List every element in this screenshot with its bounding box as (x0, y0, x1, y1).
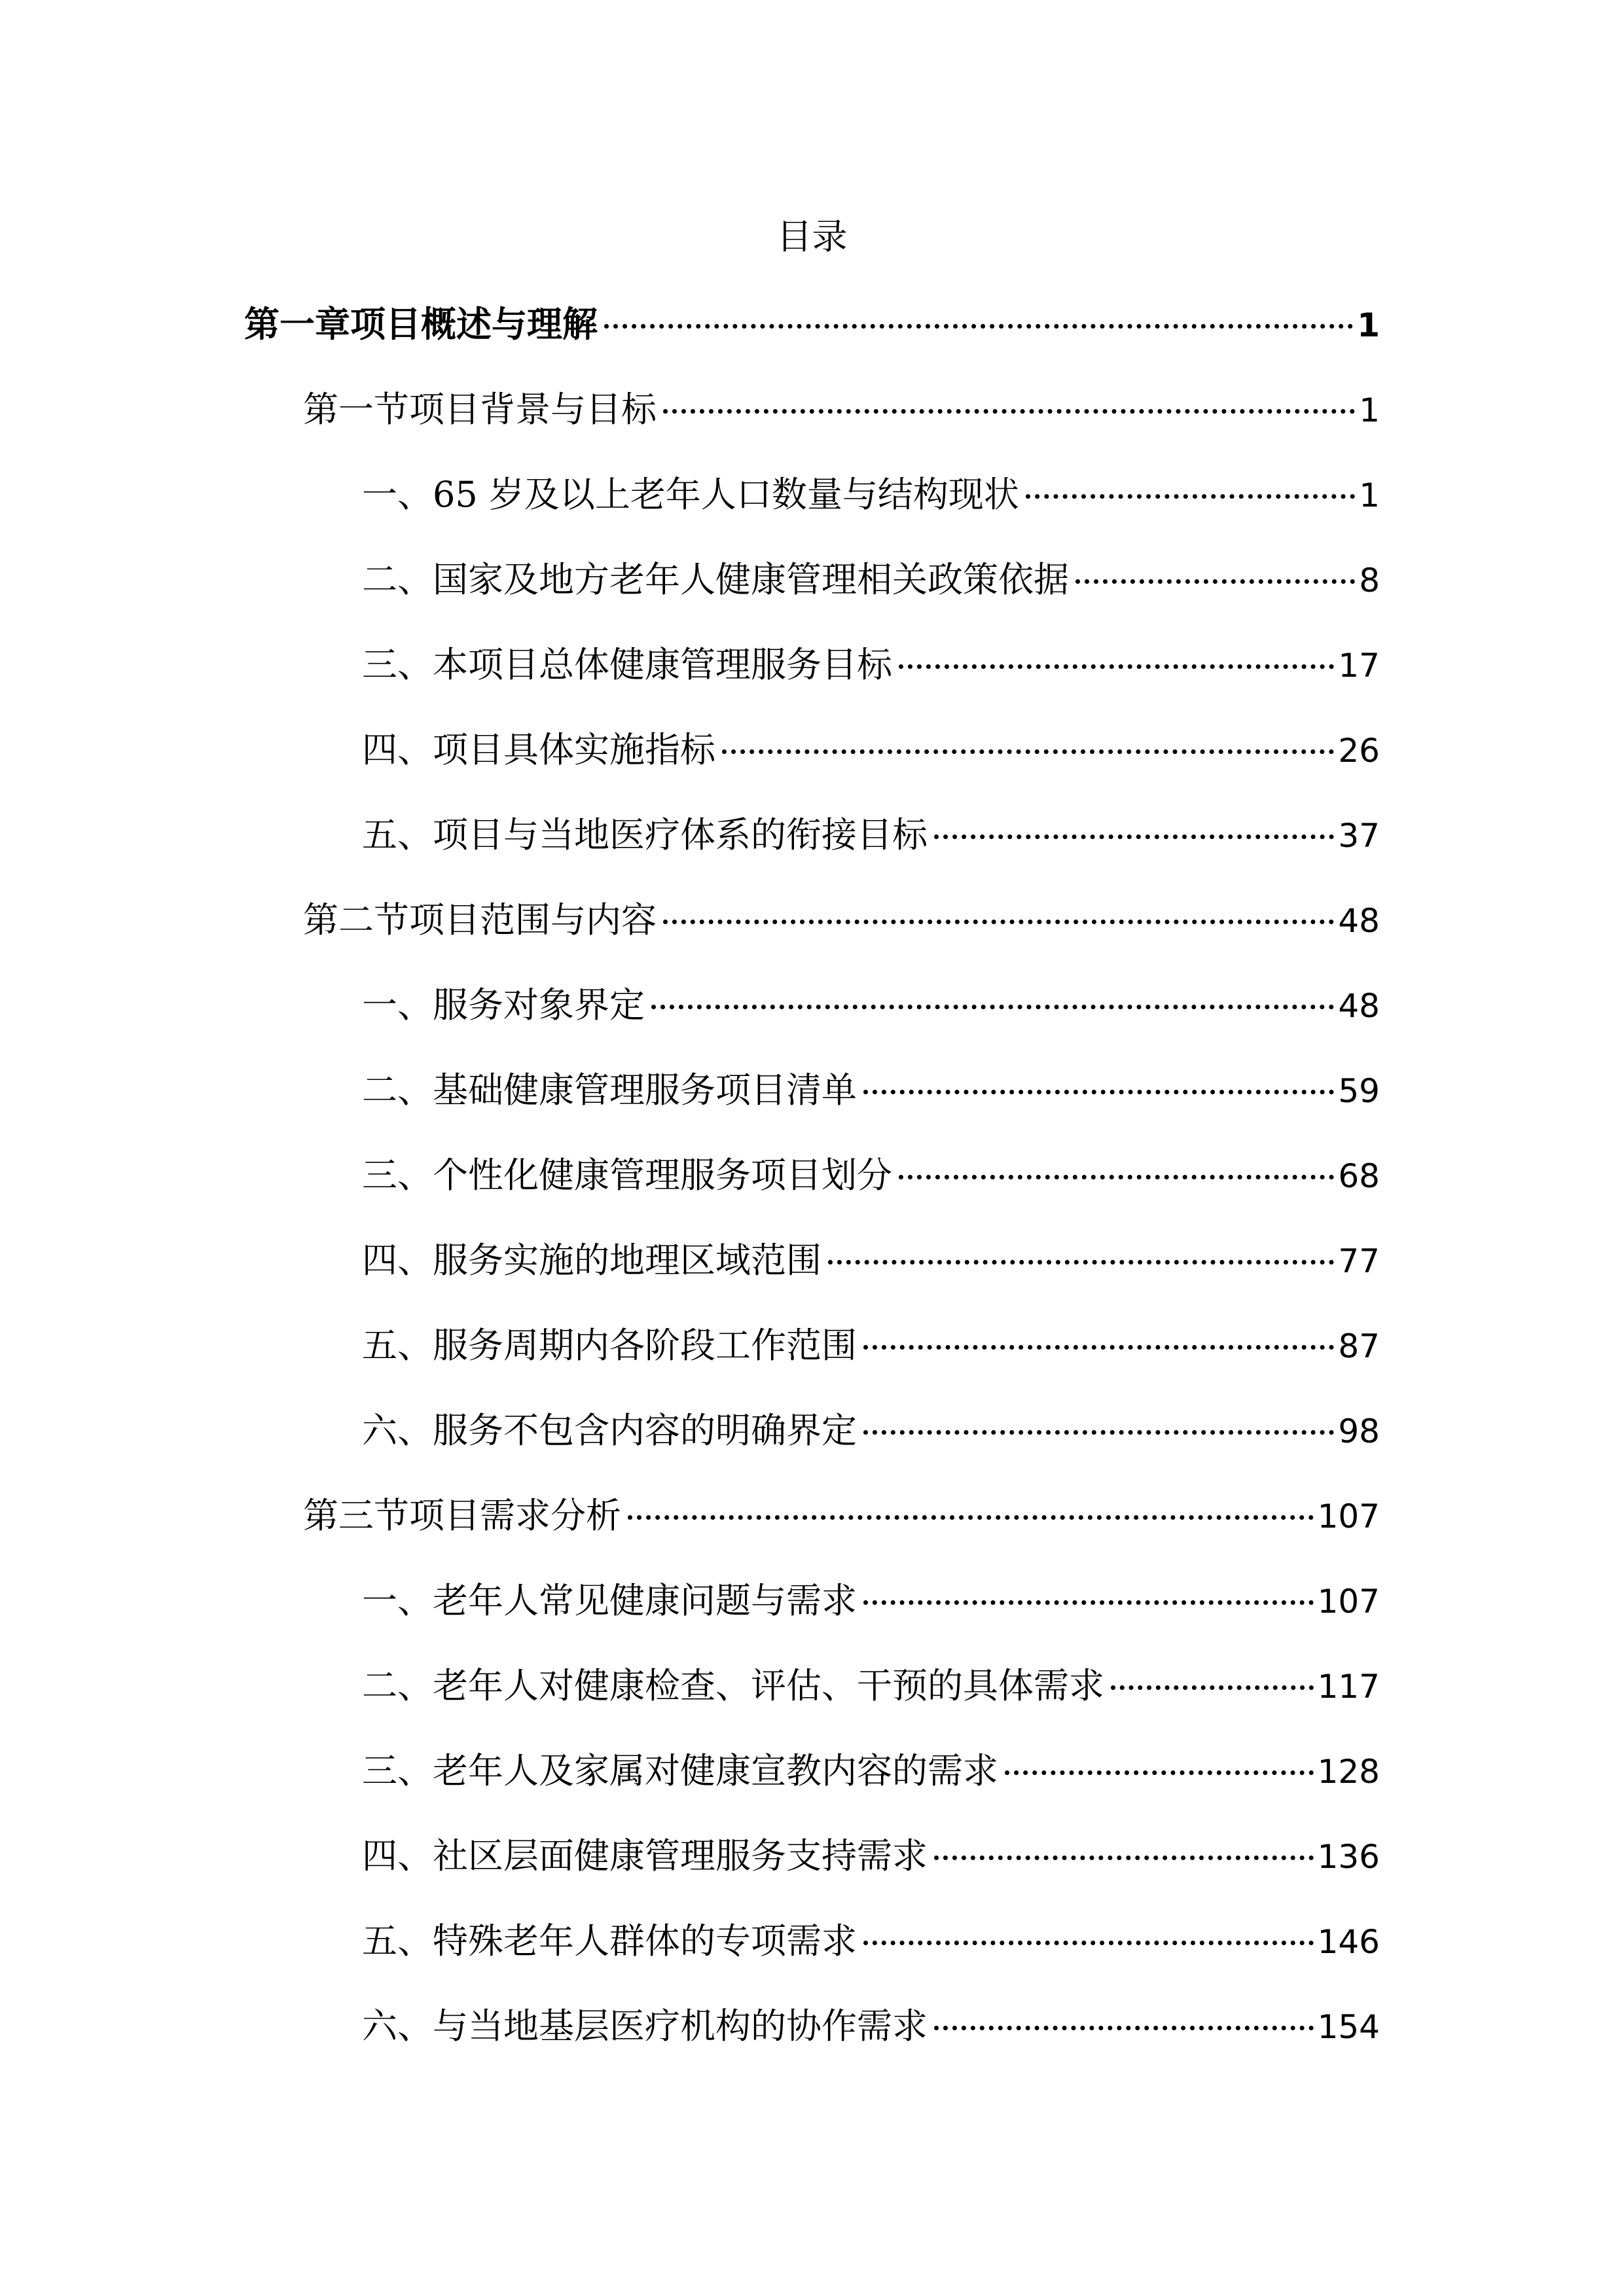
toc-entry-page: 1 (1359, 391, 1380, 429)
toc-entry-item[interactable] (362, 554, 1380, 606)
dot-leader (663, 920, 1334, 924)
toc-entry-label: 一、服务对象界定 (362, 984, 645, 1026)
toc-title: 目录 (776, 216, 848, 257)
toc-entry-item[interactable] (362, 1660, 1380, 1712)
toc-entry-section-2[interactable] (303, 894, 1380, 946)
toc-entry-page: 87 (1338, 1327, 1380, 1365)
toc-entry-label: 一、老年人常见健康问题与需求 (362, 1580, 857, 1621)
toc-entry-label: 四、项目具体实施指标 (362, 729, 715, 770)
dot-leader (1075, 579, 1355, 584)
toc-entry-label: 第三节项目需求分析 (303, 1495, 621, 1536)
toc-entry-item[interactable] (362, 1319, 1380, 1372)
toc-entry-item[interactable] (362, 469, 1380, 521)
toc-entry-page: 107 (1317, 1583, 1380, 1621)
toc-entry-page: 48 (1338, 987, 1380, 1025)
toc-entry-item[interactable] (362, 809, 1380, 861)
toc-entry-item[interactable] (362, 1405, 1380, 1457)
toc-entry-page: 77 (1338, 1242, 1380, 1280)
dot-leader (1111, 1685, 1314, 1690)
toc-entry-item[interactable] (362, 2000, 1380, 2053)
toc-entry-label: 五、服务周期内各阶段工作范围 (362, 1325, 857, 1366)
dot-leader (863, 1430, 1334, 1435)
toc-entry-page: 68 (1338, 1157, 1380, 1195)
dot-leader (899, 664, 1334, 669)
toc-entry-page: 48 (1338, 902, 1380, 940)
toc-entry-section-1[interactable] (303, 384, 1380, 436)
toc-entry-label: 二、老年人对健康检查、评估、干预的具体需求 (362, 1665, 1104, 1706)
toc-entry-label: 一、65 岁及以上老年人口数量与结构现状 (362, 474, 1019, 515)
dot-leader (663, 409, 1355, 414)
dot-leader (1005, 1770, 1314, 1775)
toc-entry-page: 1 (1359, 476, 1380, 514)
toc-entry-item[interactable] (362, 639, 1380, 691)
dot-leader (863, 1345, 1334, 1350)
dot-leader (934, 834, 1334, 839)
dot-leader (899, 1175, 1334, 1179)
toc-entry-label: 五、项目与当地医疗体系的衔接目标 (362, 814, 928, 855)
dot-leader (604, 324, 1353, 329)
toc-entry-page: 107 (1317, 1498, 1380, 1535)
toc-entry-page: 17 (1338, 647, 1380, 685)
dot-leader (863, 1090, 1334, 1094)
toc-entry-label: 第一节项目背景与目标 (303, 389, 657, 430)
dot-leader (934, 1856, 1314, 1860)
toc-entry-section-3[interactable] (303, 1490, 1380, 1542)
toc-entry-chapter-1[interactable] (244, 298, 1380, 351)
dot-leader (828, 1260, 1334, 1265)
toc-entry-label: 四、社区层面健康管理服务支持需求 (362, 1835, 928, 1876)
toc-entry-label: 第二节项目范围与内容 (303, 899, 657, 941)
toc-entry-page: 26 (1338, 732, 1380, 770)
dot-leader (934, 2026, 1314, 2030)
toc-entry-page: 37 (1338, 817, 1380, 855)
dot-leader (628, 1515, 1314, 1520)
toc-entry-page: 98 (1338, 1412, 1380, 1450)
toc-entry-item[interactable] (362, 724, 1380, 776)
toc-entry-label: 三、老年人及家属对健康宣教内容的需求 (362, 1750, 998, 1791)
toc-entry-page: 154 (1317, 2008, 1380, 2046)
toc-entry-page: 128 (1317, 1753, 1380, 1791)
toc-entry-page: 1 (1357, 306, 1380, 344)
toc-entry-label: 五、特殊老年人群体的专项需求 (362, 1920, 857, 1962)
toc-entry-item[interactable] (362, 1915, 1380, 1967)
dot-leader (722, 749, 1334, 754)
toc-entry-item[interactable] (362, 1149, 1380, 1202)
toc-entry-page: 136 (1317, 1838, 1380, 1876)
dot-leader (863, 1941, 1314, 1945)
toc-entry-label: 三、本项目总体健康管理服务目标 (362, 644, 892, 685)
toc-entry-item[interactable] (362, 1745, 1380, 1797)
dot-leader (1026, 494, 1355, 499)
toc-entry-label: 六、与当地基层医疗机构的协作需求 (362, 2005, 928, 2047)
toc-entry-label: 第一章项目概述与理解 (244, 304, 598, 345)
dot-leader (863, 1600, 1314, 1605)
toc-entry-page: 117 (1317, 1668, 1380, 1706)
toc-entry-item[interactable] (362, 1234, 1380, 1287)
toc-entry-page: 59 (1338, 1072, 1380, 1110)
toc-entry-item[interactable] (362, 1064, 1380, 1117)
toc-entry-label: 三、个性化健康管理服务项目划分 (362, 1155, 892, 1196)
toc-entry-page: 146 (1317, 1923, 1380, 1961)
toc-entry-page: 8 (1359, 562, 1380, 600)
toc-entry-label: 六、服务不包含内容的明确界定 (362, 1410, 857, 1451)
toc-entry-label: 四、服务实施的地理区域范围 (362, 1240, 821, 1281)
dot-leader (651, 1005, 1334, 1009)
toc-entry-item[interactable] (362, 1575, 1380, 1627)
toc-entry-item[interactable] (362, 1830, 1380, 1882)
toc-entry-label: 二、基础健康管理服务项目清单 (362, 1069, 857, 1111)
toc-entry-item[interactable] (362, 979, 1380, 1031)
toc-entry-label: 二、国家及地方老年人健康管理相关政策依据 (362, 559, 1069, 600)
